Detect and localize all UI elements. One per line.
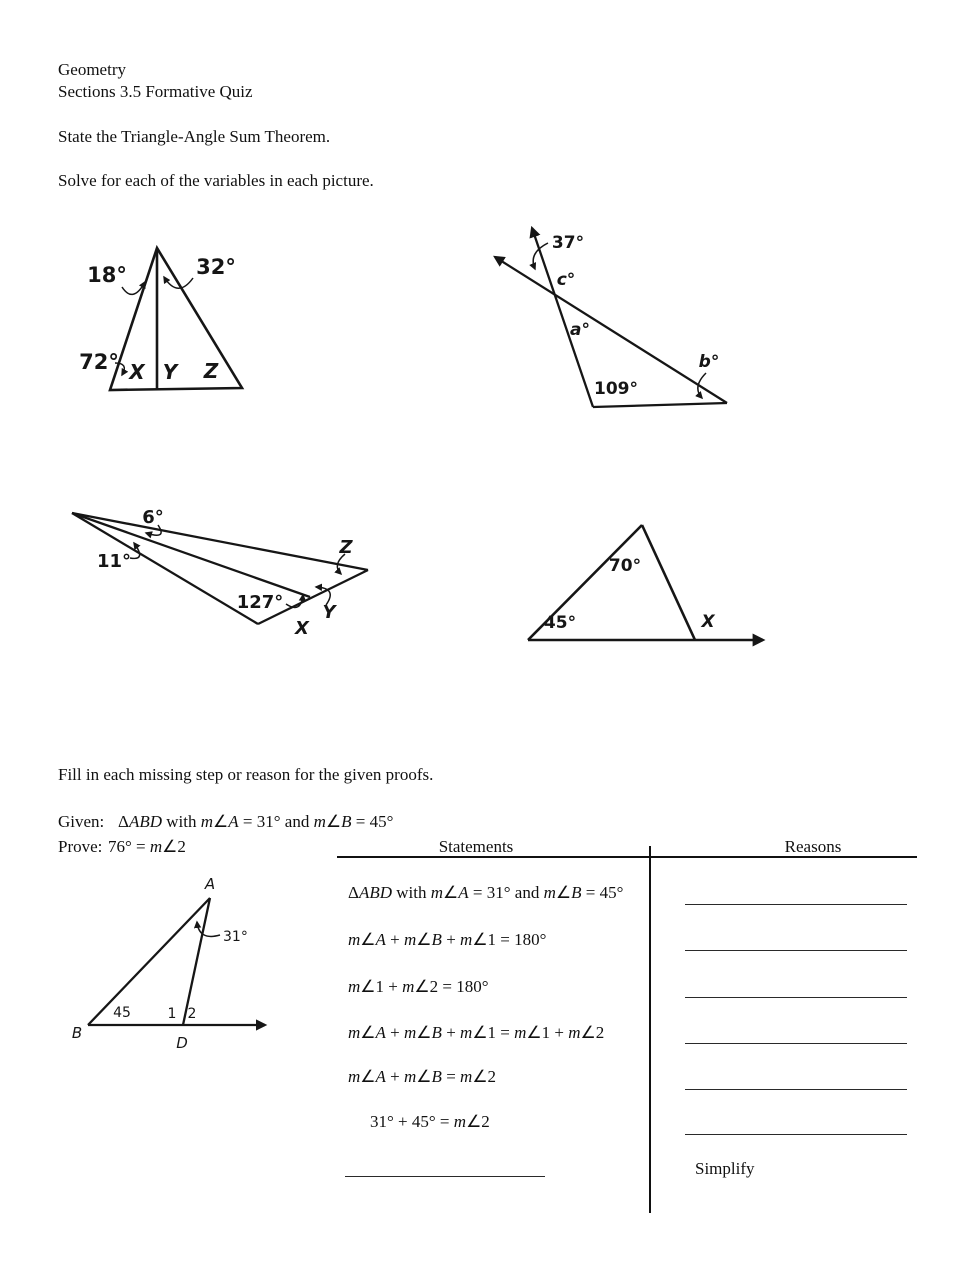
given-text: ΔABD with m∠A = 31° and m∠B = 45°	[118, 812, 394, 831]
instruction-theorem: State the Triangle-Angle Sum Theorem.	[58, 127, 331, 146]
ray-up	[532, 228, 593, 407]
angle-label-45: 45	[113, 1005, 131, 1021]
angle-label-72: 72°	[79, 350, 119, 374]
statement-cell: m∠A + m∠B = m∠2	[348, 1067, 497, 1086]
statements-header: Statements	[438, 837, 514, 856]
statement-cell: m∠A + m∠B + m∠1 = m∠1 + m∠2	[348, 1023, 605, 1042]
course-title: Geometry	[58, 60, 126, 79]
vertex-label-d: D	[176, 1034, 188, 1052]
reason-blank	[685, 950, 907, 951]
right-side	[642, 525, 695, 640]
angle-label-45: 45°	[543, 613, 577, 633]
statement-blank	[345, 1176, 545, 1177]
angle-label-11: 11°	[96, 551, 132, 572]
reason-blank	[685, 1089, 907, 1090]
diagram-thin-triangles	[60, 498, 385, 648]
vertex-label-b: B	[71, 1024, 83, 1042]
statement-cell: m∠A + m∠B + m∠1 = 180°	[348, 930, 547, 949]
diagram-exterior-angle	[518, 508, 773, 648]
angle-label-2: 2	[187, 1006, 197, 1022]
reason-blank	[685, 1043, 907, 1044]
angle-label-y: Y	[322, 602, 336, 623]
angle-label-109: 109°	[594, 379, 638, 399]
reason-blank	[685, 904, 907, 905]
table-column-rule	[649, 846, 651, 1213]
triangle-base	[593, 403, 727, 407]
angle-label-37: 37°	[551, 233, 585, 253]
angle-label-1: 1	[167, 1006, 177, 1022]
angle-label-c: c°	[556, 270, 576, 290]
quiz-title: Sections 3.5 Formative Quiz	[58, 82, 253, 101]
given-label: Given:	[58, 812, 105, 831]
arrow-31	[197, 922, 220, 936]
diagram-proof-triangle	[68, 873, 283, 1058]
instruction-solve: Solve for each of the variables in each picture.	[58, 171, 374, 190]
reasons-header: Reasons	[784, 837, 842, 856]
angle-label-x: X	[129, 360, 145, 384]
instruction-proof: Fill in each missing step or reason for the given proofs.	[58, 765, 434, 784]
angle-label-x: X	[701, 612, 715, 632]
prove-text: 76° = m∠2	[108, 837, 186, 856]
table-header-rule	[337, 856, 917, 858]
prove-label: Prove:	[58, 837, 103, 856]
diagram-crossing-rays	[478, 213, 740, 418]
angle-label-b: b°	[698, 352, 720, 372]
diagram-triangle-with-cevian	[75, 228, 260, 400]
angle-label-31: 31°	[223, 929, 248, 945]
reason-cell: Simplify	[695, 1159, 755, 1178]
angle-label-127: 127°	[236, 592, 284, 613]
angle-label-x: X	[295, 618, 309, 639]
statement-cell: m∠1 + m∠2 = 180°	[348, 977, 489, 996]
statement-cell: 31° + 45° = m∠2	[370, 1112, 490, 1131]
angle-label-32: 32°	[196, 255, 236, 279]
angle-label-6: 6°	[142, 507, 164, 528]
angle-label-z: Z	[339, 537, 353, 558]
statement-cell: ΔABD with m∠A = 31° and m∠B = 45°	[348, 883, 624, 902]
angle-label-y: Y	[162, 360, 178, 384]
reason-blank	[685, 1134, 907, 1135]
angle-label-a: a°	[570, 320, 590, 340]
vertex-label-a: A	[204, 875, 216, 893]
angle-label-18: 18°	[87, 263, 127, 287]
angle-label-z: Z	[203, 359, 219, 383]
angle-label-70: 70°	[608, 556, 642, 576]
reason-blank	[685, 997, 907, 998]
